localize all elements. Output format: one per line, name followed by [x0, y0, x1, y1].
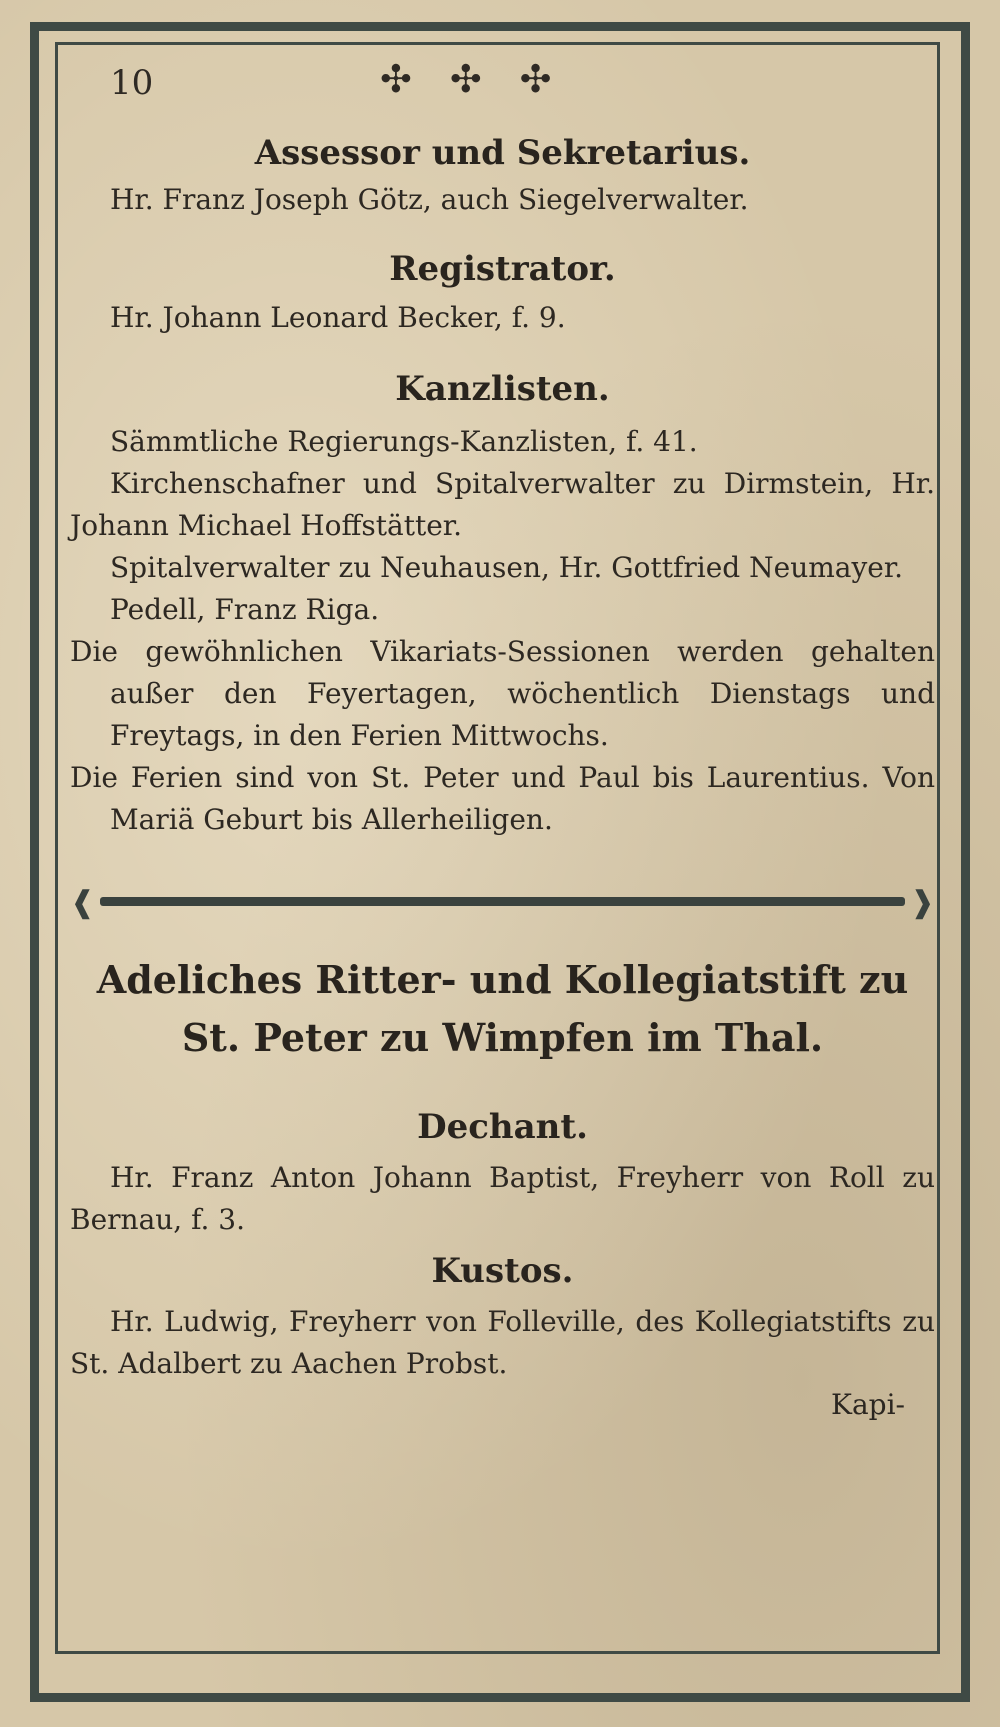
stift-title-line-2: St. Peter zu Wimpfen im Thal.: [181, 1015, 824, 1060]
divider-right-ornament: ❱: [909, 885, 935, 920]
heading-dechant: Dechant.: [417, 1107, 588, 1147]
divider-bar: [100, 897, 905, 906]
entry-kustos: Hr. Ludwig, Freyherr von Folleville, des Kollegiatstifts zu St. Adalbert zu Aachen Probst.: [70, 1305, 935, 1380]
note-sessions: Die gewöhnlichen Vikariats-Sessionen werden gehalten außer den Feyertagen, wöchentlich Dienstags und Freytags, in den Ferien Mittwochs.: [70, 635, 935, 752]
stift-title-line-1: Adeliches Ritter- und Kollegiatstift zu: [96, 957, 909, 1002]
kanzlisten-line-4: Pedell, Franz Riga.: [110, 593, 380, 626]
kanzlisten-line-2: Kirchenschafner und Spitalverwalter zu Dirmstein, Hr. Johann Michael Hoffstätter.: [70, 467, 935, 542]
note-ferien: Die Ferien sind von St. Peter und Paul bis Laurentius. Von Mariä Geburt bis Allerheiligen.: [70, 761, 935, 836]
page-number: 10: [110, 63, 154, 103]
page-header: [70, 55, 935, 115]
entry-dechant: Hr. Franz Anton Johann Baptist, Freyherr von Roll zu Bernau, f. 3.: [70, 1161, 935, 1236]
kanzlisten-line-3: Spitalverwalter zu Neuhausen, Hr. Gottfried Neumayer.: [110, 551, 904, 584]
heading-kustos: Kustos.: [431, 1251, 574, 1291]
divider-left-ornament: ❰: [70, 885, 96, 920]
heading-assessor: Assessor und Sekretarius.: [254, 133, 751, 173]
entry-assessor: Hr. Franz Joseph Götz, auch Siegelverwalter.: [110, 183, 749, 216]
heading-registrator: Registrator.: [389, 249, 616, 289]
entry-registrator: Hr. Johann Leonard Becker, f. 9.: [110, 301, 566, 334]
catchword: Kapi-: [831, 1388, 905, 1421]
page-content: [70, 55, 935, 1425]
heading-kanzlisten: Kanzlisten.: [395, 369, 610, 409]
kanzlisten-line-1: Sämmtliche Regierungs-Kanzlisten, f. 41.: [110, 425, 698, 458]
section-divider: [70, 881, 935, 921]
ornament-icon: ✣✣✣: [380, 57, 590, 101]
